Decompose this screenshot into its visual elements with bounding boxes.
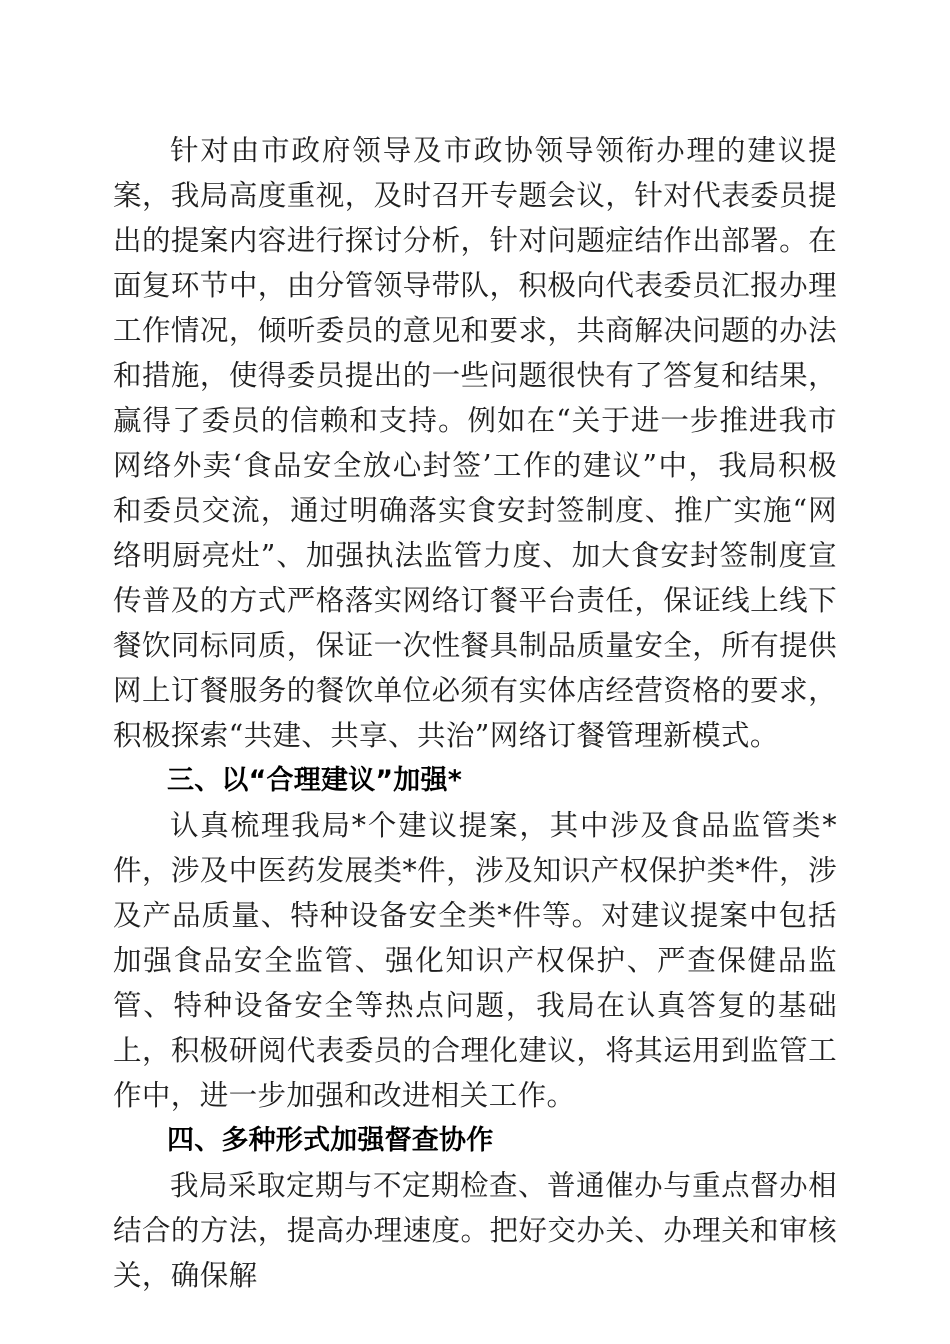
paragraph-section-four-body: 我局采取定期与不定期检查、普通催办与重点督办相结合的方法，提高办理速度。把好交办关、办理关和审核关，确保解 <box>113 1169 837 1292</box>
paragraph-leadership-handling: 针对由市政府领导及市政协领导领衔办理的建议提案，我局高度重视，及时召开专题会议，针对代表委员提出的提案内容进行探讨分析，针对问题症结作出部署。在面复环节中，由分管领导带队，积极向代表委员汇报办理工作情况，倾听委员的意见和要求，共商解决问题的办法和措施，使得委员提出的一些问题很快有了答复和结果，赢得了委员的信赖和支持。例如在“关于进一步推进我市网络外卖‘食品安全放心封签’工作的建议”中，我局积极和委员交流，通过明确落实食安封签制度、推广实施“网络明厨亮灶”、加强执法监管力度、加大食安封签制度宣传普及的方式严格落实网络订餐平台责任，保证线上线下餐饮同标同质，保证一次性餐具制品质量安全，所有提供网上订餐服务的餐饮单位必须有实体店经营资格的要求，积极探索“共建、共享、共治”网络订餐管理新模式。 <box>113 134 837 752</box>
paragraph-section-three-body: 认真梳理我局*个建议提案，其中涉及食品监管类*件，涉及中医药发展类*件，涉及知识产权保护类*件，涉及产品质量、特种设备安全类*件等。对建议提案中包括加强食品安全监管、强化知识产权保护、严查保健品监管、特种设备安全等热点问题，我局在认真答复的基础上，积极研阅代表委员的合理化建议，将其运用到监管工作中，进一步加强和改进相关工作。 <box>113 809 837 1112</box>
document-text-body <box>113 128 837 1298</box>
heading-section-three: 三、以“合理建议”加强* <box>167 765 463 796</box>
heading-section-four: 四、多种形式加强督查协作 <box>167 1125 494 1156</box>
